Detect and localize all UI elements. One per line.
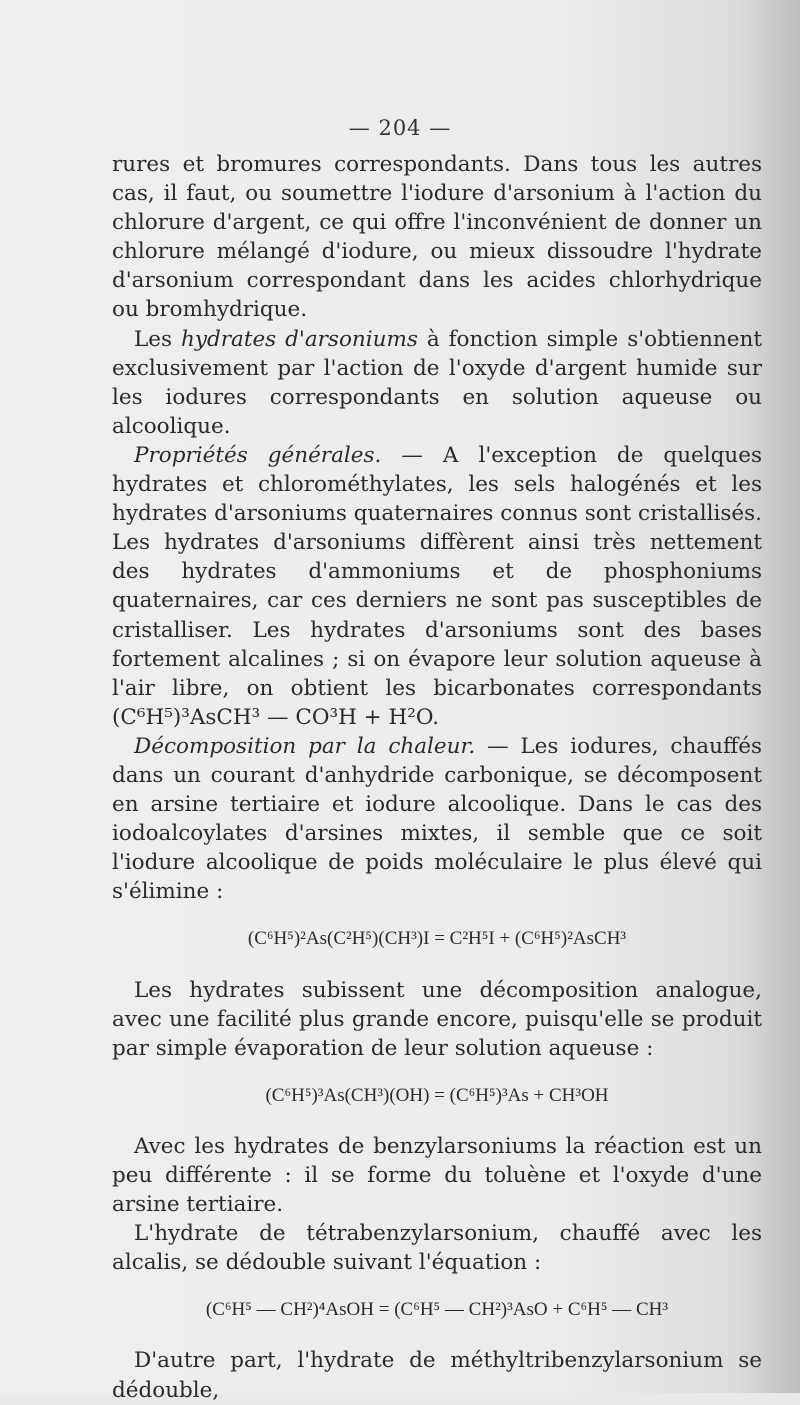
paragraph: Les hydrates d'arsoniums à fonction simple s'obtiennent exclusivement par l'action de l'oxyde d'argent humide sur les iodures correspondants en solution aqueuse ou alcoolique. <box>112 326 762 439</box>
formula: (C⁶H⁵ — CH²)⁴AsOH = (C⁶H⁵ — CH²)³AsO + C⁶H⁵ — CH³ <box>205 1299 669 1321</box>
section-heading: Décomposition par la chaleur. <box>134 733 476 759</box>
paragraph: Décomposition par la chaleur. — Les iodures, chauffés dans un courant d'anhydride carbonique, se décomposent en arsine tertiaire et iodure alcoolique. Dans le cas des iodoalcoylates d'arsines mixtes, il semble que ce soit l'iodure alcoolique de poids moléculaire le plus élevé qui s'élimine : <box>112 733 762 905</box>
italic-term: hydrates d'arsoniums <box>180 326 418 352</box>
formula: (C⁶H⁵)³As(CH³)(OH) = (C⁶H⁵)³As + CH³OH <box>265 1084 609 1106</box>
paragraph: D'autre part, l'hydrate de méthyltribenzylarsonium se dédouble, <box>112 1348 762 1403</box>
paragraph: Avec les hydrates de benzylarsoniums la réaction est un peu différente : il se forme du toluène et l'oxyde d'une arsine tertiaire. <box>112 1133 762 1218</box>
paragraph: Les hydrates subissent une décomposition analogue, avec une facilité plus grande encore, puisqu'elle se produit par simple évaporation de leur solution aqueuse : <box>112 977 762 1061</box>
formula: (C⁶H⁵)²As(C²H⁵)(CH³)I = C²H⁵I + (C⁶H⁵)²AsCH³ <box>247 928 627 950</box>
section-heading: Propriétés générales. <box>134 442 382 468</box>
paragraph: rures et bromures correspondants. Dans tous les autres cas, il faut, ou soumettre l'iodure d'arsonium à l'action du chlorure d'argent, ce qui offre l'inconvénient de donner un chlorure mélangé d'iodure, ou mieux dissoudre l'hydrate d'arsonium correspondant dans les acides chlorhydrique ou bromhydrique. <box>112 152 762 323</box>
paragraph: L'hydrate de tétrabenzylarsonium, chauffé avec les alcalis, se dédouble suivant l'équation : <box>112 1221 762 1276</box>
paragraph: Propriétés générales. — A l'exception de quelques hydrates et chlorométhylates, les sels halogénés et les hydrates d'arsoniums quaternaires connus sont cristallisés. Les hydrates d'arsoniums diffèrent ainsi très nettement des hydrates d'ammoniums et de phosphoniums quaternaires, car ces derniers ne sont pas susceptibles de cristalliser. Les hydrates d'arsoniums sont des bases fortement alcalines ; si on évapore leur solution aqueuse à l'air libre, on obtient les bicarbonates correspondants (C⁶H⁵)³AsCH³ — CO³H + H²O. <box>112 442 763 730</box>
page-number: — 204 — <box>348 116 452 140</box>
page-body <box>112 150 762 1405</box>
